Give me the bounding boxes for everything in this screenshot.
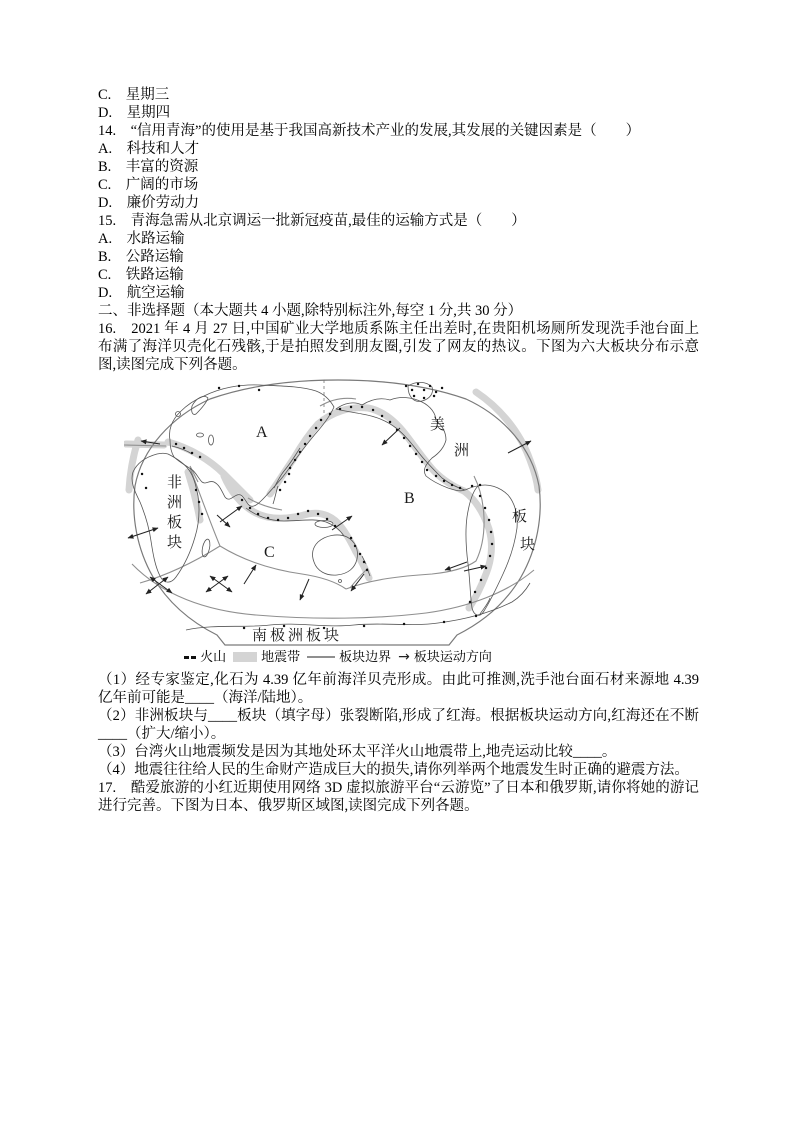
legend-item-plate-boundary bbox=[307, 649, 391, 665]
volcano-icon bbox=[184, 656, 196, 659]
question-stem: 17. 酷爱旅游的小红近期使用网络 3D 虚拟旅游平台“云游览”了日本和俄罗斯,请你将她的游记进行完善。下图为日本、俄罗斯区域图,读图完成下列各题。 bbox=[98, 780, 699, 814]
plate-label-americas-4: 块 bbox=[520, 537, 536, 553]
legend-label: 板块边界 bbox=[339, 649, 392, 664]
question-option: D. 廉价劳动力 bbox=[98, 195, 200, 211]
legend-item-volcano bbox=[184, 649, 226, 665]
exam-content bbox=[98, 86, 699, 815]
plate-label-b: B bbox=[404, 490, 415, 507]
legend-item-seismic-belt bbox=[233, 649, 300, 665]
question-subitem: （1）经专家鉴定,化石为 4.39 亿年前海洋贝壳形成。由此可推测,洗手池台面石材来源地 4.39 亿年前可能是____（海洋/陆地）。 bbox=[98, 672, 699, 706]
plate-label-africa: 非洲板块 bbox=[165, 474, 181, 554]
question-option: B. 丰富的资源 bbox=[98, 159, 199, 175]
question-subitem: （3）台湾火山地震频发是因为其地处环太平洋火山地震带上,地壳运动比较____。 bbox=[98, 744, 617, 760]
movement-arrow-icon: → bbox=[398, 649, 410, 665]
question-stem: 16. 2021 年 4 月 27 日,中国矿业大学地质系陈主任出差时,在贵阳机场厕所发现洗手池台面上布满了海洋贝壳化石残骸,于是拍照发到朋友圈,引发了网友的热议。下图为六大板块分布示意图,读图完成下列各题。 bbox=[98, 321, 699, 373]
world-map-graphic bbox=[124, 378, 552, 648]
plate-label-americas-1: 美 bbox=[430, 417, 446, 433]
plate-boundary-icon bbox=[307, 656, 335, 658]
legend-label: 板块运动方向 bbox=[413, 649, 492, 664]
question-option: A. 科技和人才 bbox=[98, 141, 200, 157]
question-stem: 15. 青海急需从北京调运一批新冠疫苗,最佳的运输方式是（ ） bbox=[98, 213, 526, 229]
seismic-belt-bands bbox=[126, 392, 538, 608]
tectonic-plates-map bbox=[124, 378, 552, 648]
plate-label-a: A bbox=[256, 424, 268, 441]
plate-label-antarctic: 南极洲板块 bbox=[252, 628, 343, 644]
plate-label-c: C bbox=[264, 544, 275, 561]
question-option: A. 水路运输 bbox=[98, 231, 185, 247]
question-subitem: （2）非洲板块与____板块（填字母）张裂断陷,形成了红海。根据板块运动方向,红海还在不断____（扩大/缩小）。 bbox=[98, 708, 699, 742]
map-legend bbox=[124, 649, 552, 665]
legend-label: 地震带 bbox=[261, 649, 301, 664]
legend-label: 火山 bbox=[200, 649, 227, 664]
section-header: 二、非选择题（本大题共 4 小题,除特别标注外,每空 1 分,共 30 分） bbox=[98, 303, 523, 319]
question-option: D. 星期四 bbox=[98, 105, 171, 121]
question-option: C. 星期三 bbox=[98, 87, 170, 103]
legend-item-movement bbox=[398, 649, 492, 665]
question-option: C. 广阔的市场 bbox=[98, 177, 199, 193]
question-option: D. 航空运输 bbox=[98, 285, 185, 301]
plate-boundary-lines bbox=[124, 398, 534, 618]
question-option: B. 公路运输 bbox=[98, 249, 184, 265]
plate-label-americas-3: 板 bbox=[512, 509, 528, 525]
question-stem: 14. “信用青海”的使用是基于我国高新技术产业的发展,其发展的关键因素是（ ） bbox=[98, 123, 641, 139]
question-subitem: （4）地震往往给人民的生命财产造成巨大的损失,请你列举两个地震发生时正确的避震方法。 bbox=[98, 762, 689, 778]
plate-label-americas-2: 洲 bbox=[454, 443, 470, 459]
seismic-belt-icon bbox=[233, 652, 257, 662]
question-option: C. 铁路运输 bbox=[98, 267, 184, 283]
continent-outlines bbox=[132, 382, 530, 630]
